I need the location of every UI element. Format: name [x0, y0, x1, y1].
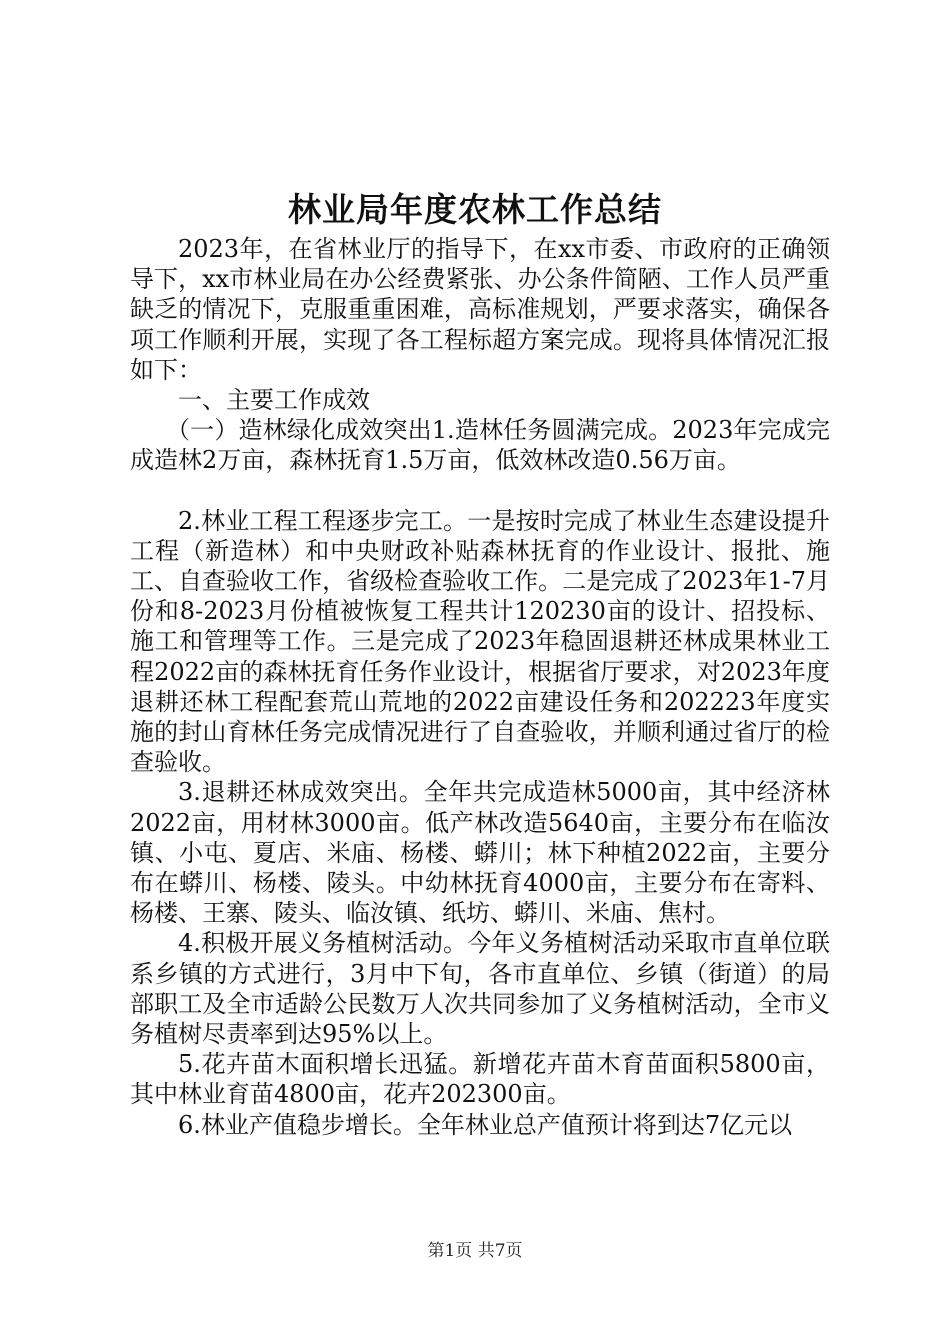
paragraph-returning-farmland: 3.退耕还林成效突出。全年共完成造林5000亩，其中经济林2022亩，用材林3000亩。低产林改造5640亩，主要分布在临汝镇、小屯、夏店、米庙、杨楼、蟒川；林下种植2022亩，主要分布在蟒川、杨楼、陵头。中幼林抚育4000亩，主要分布在寄料、杨楼、王寨、陵头、临汝镇、纸坊、蟒川、米庙、焦村。	[130, 778, 830, 928]
document-body	[130, 234, 830, 1140]
section-heading: 一、主要工作成效	[178, 386, 370, 415]
paragraph-afforestation: （一）造林绿化成效突出1.造林任务圆满完成。2023年完成完成造林2万亩，森林抚育1.5万亩，低效林改造0.56万亩。	[130, 416, 830, 475]
page-footer: 第1页 共7页	[427, 1241, 523, 1261]
intro-paragraph: 2023年，在省林业厅的指导下，在xx市委、市政府的正确领导下，xx市林业局在办公经费紧张、办公条件简陋、工作人员严重缺乏的情况下，克服重重困难，高标准规划，严要求落实，确保各项工作顺利开展，实现了各工程标超方案完成。现将具体情况汇报如下：	[130, 235, 830, 384]
paragraph-nursery: 5.花卉苗木面积增长迅猛。新增花卉苗木育苗面积5800亩，其中林业育苗4800亩，花卉202300亩。	[130, 1050, 830, 1109]
paragraph-forestry-projects: 2.林业工程工程逐步完工。一是按时完成了林业生态建设提升工程（新造林）和中央财政补贴森林抚育的作业设计、报批、施工、自查验收工作，省级检查验收工作。二是完成了2023年1-7月份和8-2023月份植被恢复工程共计120230亩的设计、招投标、施工和管理等工作。三是完成了2023年稳固退耕还林成果林业工程2022亩的森林抚育任务作业设计，根据省厅要求，对2023年度退耕还林工程配套荒山荒地的2022亩建设任务和202223年度实施的封山育林任务完成情况进行了自查验收，并顺利通过省厅的检查验收。	[130, 506, 830, 777]
document-title: 林业局年度农林工作总结	[288, 190, 662, 229]
paragraph-voluntary-planting: 4.积极开展义务植树活动。今年义务植树活动采取市直单位联系乡镇的方式进行，3月中下旬，各市直单位、乡镇（街道）的局部职工及全市适龄公民数万人次共同参加了义务植树活动，全市义务植树尽责率到达95%以上。	[130, 929, 830, 1049]
paragraph-output-value: 6.林业产值稳步增长。全年林业总产值预计将到达7亿元以	[178, 1110, 793, 1139]
